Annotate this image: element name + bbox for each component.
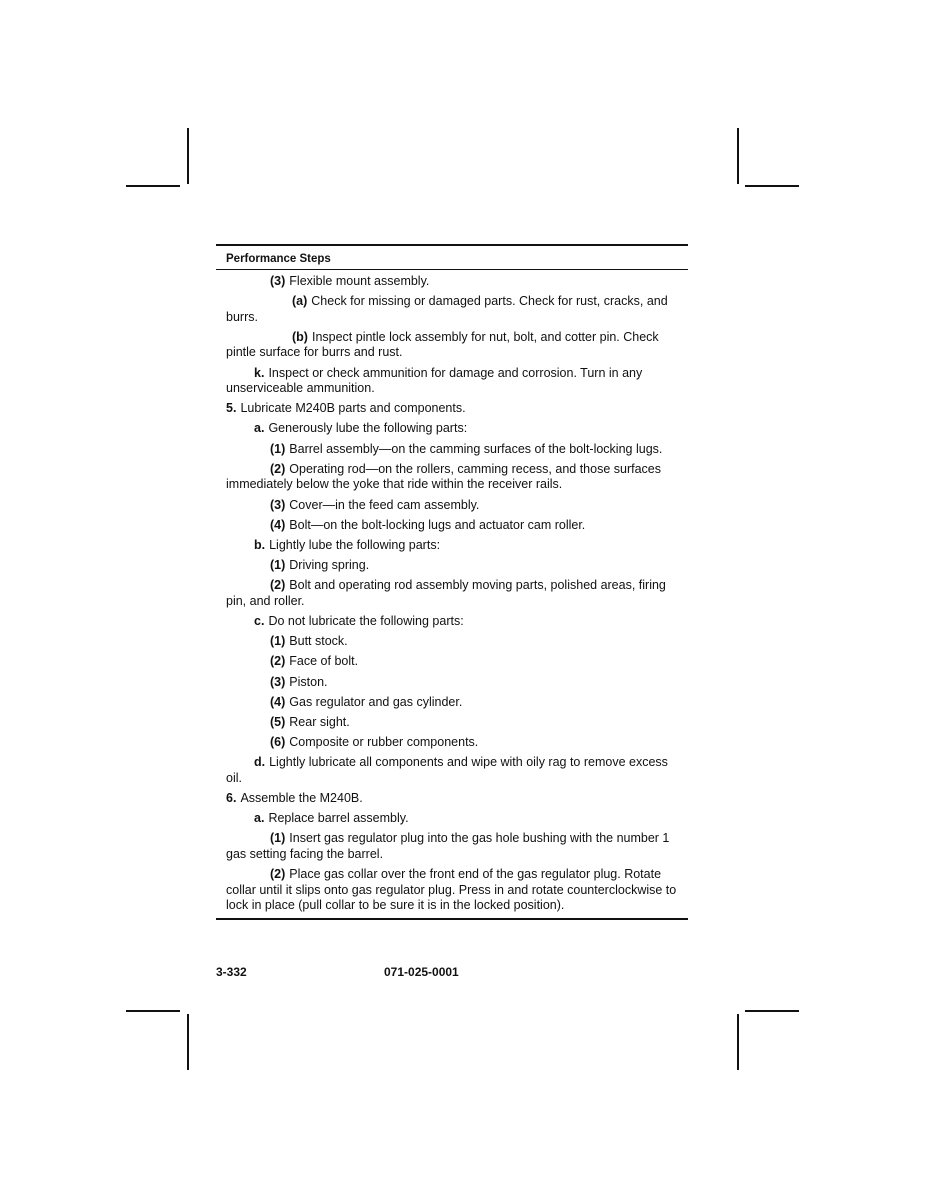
crop-mark-bottom-right-horizontal <box>745 1010 799 1012</box>
crop-mark-top-right-vertical <box>737 128 739 184</box>
step-text: Gas regulator and gas cylinder. <box>289 694 463 709</box>
steps-list <box>216 270 688 914</box>
step-text: Bolt—on the bolt-locking lugs and actuator cam roller. <box>289 517 586 532</box>
step-label: c. <box>254 613 265 628</box>
step-paragraph <box>226 558 678 574</box>
step-label: (3) <box>270 674 286 689</box>
step-paragraph <box>226 366 678 397</box>
step-label: (4) <box>270 517 286 532</box>
section-header: Performance Steps <box>226 253 331 265</box>
step-label: (a) <box>292 294 308 309</box>
step-label: k. <box>254 365 265 380</box>
step-label: (6) <box>270 735 286 750</box>
step-text: Assemble the M240B. <box>240 790 363 805</box>
step-text: Flexible mount assembly. <box>289 274 430 288</box>
step-label: (1) <box>270 634 286 649</box>
step-paragraph <box>226 715 678 731</box>
step-label: (1) <box>270 558 286 573</box>
performance-steps-frame <box>216 244 688 920</box>
step-text: Check for missing or damaged parts. Check for rust, cracks, and burrs. <box>226 294 668 324</box>
step-label: (2) <box>270 461 286 476</box>
crop-mark-bottom-left-vertical <box>187 1014 189 1070</box>
step-label: (b) <box>292 329 308 344</box>
step-text: Operating rod—on the rollers, camming recess, and those surfaces immediately below the yoke that ride within the receiver rails. <box>226 461 661 492</box>
step-text: Cover—in the feed cam assembly. <box>289 497 480 512</box>
step-paragraph <box>226 811 678 827</box>
step-label: (3) <box>270 497 286 512</box>
step-paragraph <box>226 538 678 554</box>
step-text: Place gas collar over the front end of the gas regulator plug. Rotate collar until it slips onto gas regulator plug. Press in and rotate counterclockwise to lock in place (pull collar to be sure it is in the locked position). <box>226 867 677 912</box>
step-text: Bolt and operating rod assembly moving parts, polished areas, firing pin, and roller. <box>226 578 666 608</box>
step-label: (2) <box>270 654 286 669</box>
step-text: Lubricate M240B parts and components. <box>240 401 466 416</box>
step-paragraph <box>226 675 678 691</box>
step-label: a. <box>254 811 265 826</box>
bottom-rule <box>216 918 688 920</box>
step-text: Insert gas regulator plug into the gas hole bushing with the number 1 gas setting facing the barrel. <box>226 831 670 861</box>
step-label: (5) <box>270 714 286 729</box>
step-label: 5. <box>226 401 237 416</box>
step-text: Barrel assembly—on the camming surfaces of the bolt-locking lugs. <box>289 441 663 456</box>
step-text: Driving spring. <box>289 558 370 573</box>
step-paragraph <box>226 421 678 437</box>
step-paragraph <box>226 462 678 493</box>
crop-mark-top-left-vertical <box>187 128 189 184</box>
step-text: Rear sight. <box>289 714 350 729</box>
step-text: Replace barrel assembly. <box>268 811 409 826</box>
step-paragraph <box>226 274 678 290</box>
step-paragraph <box>226 735 678 751</box>
step-paragraph <box>226 634 678 650</box>
step-label: (2) <box>270 867 286 881</box>
step-paragraph <box>226 867 678 914</box>
page-number: 3-332 <box>216 965 247 979</box>
step-paragraph <box>226 831 678 862</box>
step-paragraph <box>226 791 678 807</box>
document-code: 071-025-0001 <box>384 965 459 979</box>
step-label: d. <box>254 755 266 770</box>
step-text: Lightly lube the following parts: <box>269 537 441 552</box>
step-label: b. <box>254 537 266 552</box>
step-paragraph <box>226 442 678 458</box>
step-text: Do not lubricate the following parts: <box>268 613 464 628</box>
step-text: Lightly lubricate all components and wipe with oily rag to remove excess oil. <box>226 755 668 785</box>
step-text: Inspect or check ammunition for damage and corrosion. Turn in any unserviceable ammunition. <box>226 365 643 396</box>
step-text: Face of bolt. <box>289 654 359 669</box>
step-text: Composite or rubber components. <box>289 735 479 750</box>
step-paragraph <box>226 330 678 361</box>
step-paragraph <box>226 294 678 325</box>
step-paragraph <box>226 654 678 670</box>
crop-mark-bottom-left-horizontal <box>126 1010 180 1012</box>
step-label: (1) <box>270 831 286 846</box>
step-label: (3) <box>270 274 286 288</box>
step-label: a. <box>254 421 265 436</box>
step-text: Inspect pintle lock assembly for nut, bolt, and cotter pin. Check pintle surface for burrs and rust. <box>226 329 659 360</box>
step-text: Butt stock. <box>289 634 348 649</box>
step-text: Piston. <box>289 674 328 689</box>
step-paragraph <box>226 755 678 786</box>
step-text: Generously lube the following parts: <box>268 421 468 436</box>
step-paragraph <box>226 695 678 711</box>
crop-mark-top-right-horizontal <box>745 185 799 187</box>
step-paragraph <box>226 518 678 534</box>
step-label: 6. <box>226 790 237 805</box>
step-label: (2) <box>270 578 286 593</box>
step-paragraph <box>226 401 678 417</box>
crop-mark-bottom-right-vertical <box>737 1014 739 1070</box>
step-paragraph <box>226 498 678 514</box>
crop-mark-top-left-horizontal <box>126 185 180 187</box>
step-paragraph <box>226 614 678 630</box>
step-paragraph <box>226 578 678 609</box>
step-label: (4) <box>270 694 286 709</box>
step-label: (1) <box>270 441 286 456</box>
